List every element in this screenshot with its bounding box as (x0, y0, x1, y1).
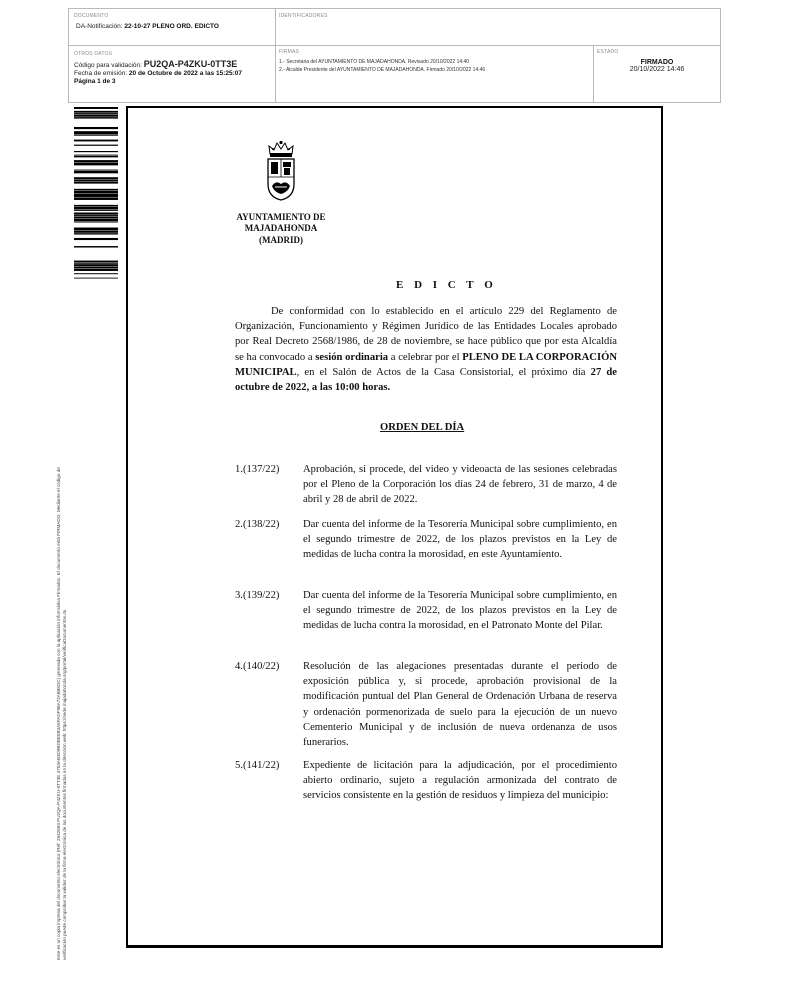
firmas-cell (279, 49, 591, 74)
ayuntamiento-heading (226, 212, 336, 246)
side-text-line: Este es un copia impresa del documento electrónico (Ref: 2942693 PU2QA-P4ZKU-0TT3E 4753AB3D9BDBE5B3A5FADF98A72A6B5DC) generada con la aplicación informática Firmadoc. El documento está FIRMADO. Mediante el código de (56, 467, 61, 960)
agenda-item (235, 517, 617, 563)
fecha-emision: 20 de Octubre de 2022 a las 15:25:07 (128, 70, 243, 77)
intro-bold: PLENO DE LA CORPORACIÓN MUNICIPAL (235, 351, 617, 378)
agenda-item (235, 659, 617, 750)
agenda-item-number: 4.(140/22) (235, 661, 280, 672)
estado-value: FIRMADO (640, 59, 674, 66)
agenda-item-number: 2.(138/22) (235, 519, 280, 530)
identificadores-cell (279, 13, 328, 19)
agenda-item-number: 3.(139/22) (235, 590, 280, 601)
intro-text: , en el Salón de Actos de la Casa Consistorial, el próximo día (296, 366, 591, 378)
intro-text: a celebrar por el (388, 351, 463, 363)
ayuntamiento-line: (MADRID) (259, 234, 303, 245)
agenda-item (235, 588, 617, 634)
agenda-item-text: Dar cuenta del informe de la Tesorería Municipal sobre cumplimiento, en el segundo trimestre de 2022, de los plazos previstos en la Ley de medidas de lucha contra la morosidad, en el Patronato Monte del Pilar. (303, 590, 617, 632)
otros-datos-cell (74, 51, 272, 85)
intro-bold: 27 de octubre de 2022, a las 10:00 horas. (235, 366, 617, 394)
documento-cell (74, 13, 219, 31)
header-divider (593, 45, 594, 102)
verification-side-text (56, 292, 69, 960)
agenda-item-text: Resolución de las alegaciones presentadas durante el periodo de exposición pública y, si procede, aprobación provisional de la modificación puntual del Plan General de Ordenación Urbana de reserva y ordenación pormenorizada de suelo para la ejecución de un nuevo Cementerio Municipal y de inclusión de nueva ordenanza de usos funerarios. (303, 661, 617, 749)
otros-datos-label: OTROS DATOS (74, 51, 113, 57)
firma-line: 1.- Secretaria del AYUNTAMIENTO DE MAJADAHONDA. Revisado 20/10/2022 14:40 (279, 59, 470, 65)
ayuntamiento-line: MAJADAHONDA (244, 223, 318, 234)
side-text-line: verificación puede comprobar la validez de la firma electrónica de los documentos firmados en la dirección web: https://sede.majadahonda.org/portal/verificaDocumentos.do (62, 609, 68, 960)
agenda-item-text: Aprobación, si procede, del video y videoacta de las sesiones celebradas por el Pleno de la Corporación los días 24 de febrero, 31 de marzo, 4 de abril y 28 de abril de 2022. (303, 464, 617, 506)
ayuntamiento-line: AYUNTAMIENTO DE (236, 212, 326, 222)
documento-value: 22-10-27 PLENO ORD. EDICTO (124, 23, 219, 30)
agenda-item-text: Dar cuenta del informe de la Tesorería Municipal sobre cumplimiento, en el segundo trimestre de 2022, de los plazos previstos en la Ley de medidas de lucha contra la morosidad, en este Ayuntamiento. (303, 519, 617, 561)
header-divider (69, 45, 720, 46)
intro-text: De conformidad con lo establecido en el artículo 229 del Reglamento de Organización, Funcionamiento y Régimen Jurídico de las Entidades Locales aprobado por Real Decreto 2568/1986, de 28 de noviembre, se hace público que por esta Alcaldía se ha convocado a (235, 306, 617, 363)
fecha-label: Fecha de emisión: (74, 70, 129, 77)
identificadores-label: IDENTIFICADORES (279, 13, 328, 19)
header-divider (275, 9, 276, 45)
agenda-item-number: 5.(141/22) (235, 760, 280, 771)
intro-paragraph (235, 304, 617, 395)
header-divider (275, 45, 276, 102)
edicto-title: E D I C T O (396, 279, 497, 291)
intro-bold: sesión ordinaria (315, 351, 389, 363)
agenda-item-number: 1.(137/22) (235, 464, 280, 475)
agenda-item (235, 462, 617, 508)
codigo-validacion[interactable]: PU2QA-P4ZKU-0TT3E (143, 59, 238, 69)
codigo-label: Código para validación: (74, 62, 144, 69)
pagina-indicator: Página 1 de 3 (74, 78, 116, 85)
barcode-image (74, 107, 118, 280)
coat-of-arms-icon (261, 140, 301, 202)
agenda-item-text: Expediente de licitación para la adjudicación, por el procedimiento abierto ordinario, sujeto a regulación armonizada del contrato de servicios consistente en la gestión de residuos y limpieza del municipio: (303, 760, 617, 802)
firmas-label: FIRMAS (279, 49, 300, 55)
firma-line: 2.- Alcalde Presidente del AYUNTAMIENTO DE MAJADAHONDA. Firmado 20/10/2022 14:46 (279, 67, 486, 73)
documento-prefix: DA-Notificación: (76, 23, 125, 30)
estado-date: 20/10/2022 14:46 (629, 66, 685, 73)
agenda-item (235, 758, 617, 804)
estado-label: ESTADO (597, 49, 619, 55)
orden-del-dia-title: ORDEN DEL DÍA (380, 422, 465, 433)
estado-cell (597, 49, 717, 73)
document-header-table (68, 8, 721, 103)
documento-label: DOCUMENTO (74, 13, 109, 19)
